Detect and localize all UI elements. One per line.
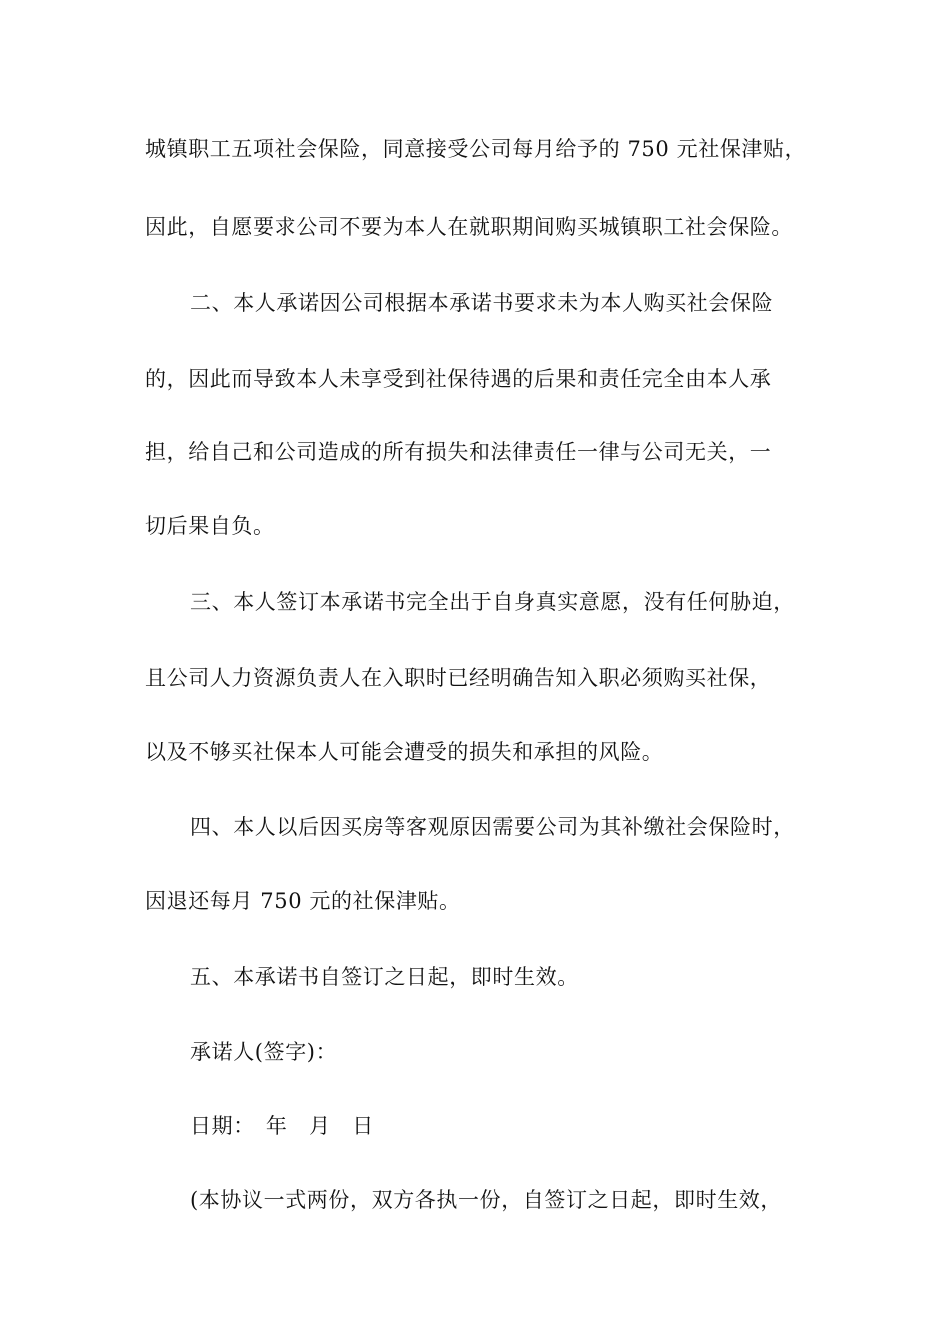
paragraph-3-line-3: 以及不够买社保本人可能会遭受的损失和承担的风险。: [145, 740, 664, 764]
paragraph-2-line-2: 的，因此而导致本人未享受到社保待遇的后果和责任完全由本人承: [145, 367, 772, 391]
paragraph-5-line-1: 五、本承诺书自签订之日起，即时生效。: [190, 965, 579, 989]
paragraph-2-line-4: 切后果自负。: [145, 514, 275, 538]
paragraph-4-line-1: 四、本人以后因买房等客观原因需要公司为其补缴社会保险时，: [190, 815, 795, 839]
signature-line: 承诺人(签字)：: [190, 1040, 338, 1064]
date-line: 日期： 年 月 日: [190, 1114, 374, 1138]
paragraph-3-line-2: 且公司人力资源负责人在入职时已经明确告知入职必须购买社保，: [145, 666, 772, 690]
paragraph-4-line-2: 因退还每月 750 元的社保津贴。: [145, 889, 461, 913]
paragraph-2-line-3: 担，给自己和公司造成的所有损失和法律责任一律与公司无关，一: [145, 440, 772, 464]
paragraph-1-line-1: 城镇职工五项社会保险，同意接受公司每月给予的 750 元社保津贴，: [145, 137, 807, 161]
note-line: (本协议一式两份，双方各执一份，自签订之日起，即时生效，: [190, 1188, 782, 1212]
paragraph-2-line-1: 二、本人承诺因公司根据本承诺书要求未为本人购买社会保险: [190, 291, 774, 315]
paragraph-1-line-2: 因此，自愿要求公司不要为本人在就职期间购买城镇职工社会保险。: [145, 215, 793, 239]
paragraph-3-line-1: 三、本人签订本承诺书完全出于自身真实意愿，没有任何胁迫，: [190, 590, 795, 614]
